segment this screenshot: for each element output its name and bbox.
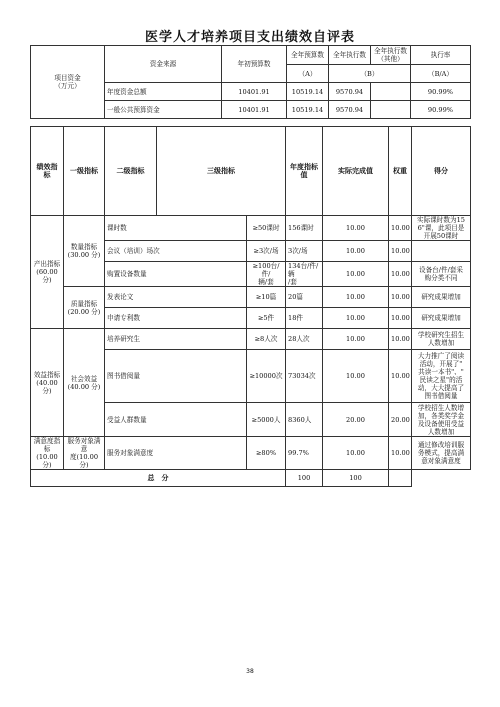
score-cell: 10.00 (389, 308, 412, 329)
header-full-year-budget: 全年预算数 (287, 46, 329, 65)
weight-cell: 10.00 (323, 262, 389, 287)
total-reason (389, 470, 412, 487)
subheader-a: （A） (287, 65, 329, 83)
reason-cell (412, 241, 471, 262)
weight-cell: 10.00 (323, 437, 389, 470)
actual-cell: 20篇 (286, 287, 323, 308)
score-cell: 20.00 (389, 403, 412, 437)
actual-cell: 28人次 (286, 329, 323, 350)
budget-exec-other (371, 101, 411, 119)
score-cell: 10.00 (389, 216, 412, 241)
level2-cell: 服务对象满意 度(10.00 分) (64, 437, 105, 470)
total-weight: 100 (286, 470, 323, 487)
actual-cell: 156课时 (286, 216, 323, 241)
budget-exec-other (371, 83, 411, 101)
level3-cell: 课时数 (105, 216, 247, 241)
performance-table (30, 126, 471, 487)
header-full-year-exec: 全年执行数 (329, 46, 371, 65)
table-row (31, 437, 471, 470)
level3-cell: 发表论文 (105, 287, 247, 308)
level3-cell: 图书借阅量 (105, 350, 247, 403)
score-cell: 10.00 (389, 262, 412, 287)
level3-cell: 会议（培训）场次 (105, 241, 247, 262)
total-label: 总 分 (31, 470, 286, 487)
target-cell: ≥3次/场 (247, 241, 286, 262)
reason-cell: 研究成果增加 (412, 308, 471, 329)
reason-cell: 学校招生人数增 加，各类奖学金 及设备使用受益 人数增加 (412, 403, 471, 437)
score-cell: 10.00 (389, 241, 412, 262)
side-label: 绩效指 标 (31, 127, 64, 216)
weight-cell: 20.00 (323, 403, 389, 437)
target-cell: ≥5000人 (247, 403, 286, 437)
table-row (31, 287, 471, 308)
weight-cell: 10.00 (323, 308, 389, 329)
header-level3: 三级指标 (157, 127, 286, 216)
budget-exec: 9570.94 (329, 83, 371, 101)
actual-cell: 99.7% (286, 437, 323, 470)
header-score: 得分 (412, 127, 471, 216)
reason-cell: 设备台/件/套采 购分类不同 (412, 262, 471, 287)
budget-exec: 9570.94 (329, 101, 371, 119)
target-cell: ≥10000次 (247, 350, 286, 403)
level2-cell: 数量指标 (30.00 分) (64, 216, 105, 287)
budget-source: 年度资金总额 (105, 83, 222, 101)
level1-cell: 效益指标 (40.00 分) (31, 329, 64, 437)
level1-cell: 满意度指 标(10.00 分) (31, 437, 64, 470)
level3-cell: 申请专利数 (105, 308, 247, 329)
reason-cell: 实际课时数为15 6"课，此项目是 开展50课时 (412, 216, 471, 241)
budget-rate: 90.99% (411, 101, 471, 119)
weight-cell: 10.00 (323, 216, 389, 241)
budget-source: 一般公共预算资金 (105, 101, 222, 119)
budget-full: 10519.14 (287, 83, 329, 101)
table-row (31, 216, 471, 241)
reason-cell: 学校研究生招生 人数增加 (412, 329, 471, 350)
target-cell: ≥80% (247, 437, 286, 470)
actual-cell: 18件 (286, 308, 323, 329)
level1-cell: 产出指标 (60.00 分) (31, 216, 64, 329)
score-cell: 10.00 (389, 287, 412, 308)
header-level2: 二级指标 (105, 127, 157, 216)
target-cell: ≥100台/件/ 辆/套 (247, 262, 286, 287)
level2-cell: 质量指标 (20.00 分) (64, 287, 105, 329)
weight-cell: 10.00 (323, 350, 389, 403)
weight-cell: 10.00 (323, 287, 389, 308)
reason-cell: 大力推广了阅读 活动，开展了" 共读一本书"、" 民读之星"的活 动，大大提高了 图书借阅量 (412, 350, 471, 403)
subheader-ba: （B/A） (411, 65, 471, 83)
header-actual: 实际完成值 (323, 127, 389, 216)
table-row (31, 329, 471, 350)
header-source: 资金来源 (105, 46, 222, 83)
level2-cell: 社会效益 (40.00 分) (64, 329, 105, 437)
budget-table (30, 45, 471, 119)
page-number: 38 (246, 668, 254, 675)
reason-cell: 研究成果增加 (412, 287, 471, 308)
page-title: 医学人才培养项目支出绩效自评表 (144, 30, 355, 45)
budget-annual: 10401.91 (222, 83, 287, 101)
target-cell: ≥8人次 (247, 329, 286, 350)
level3-cell: 受益人群数量 (105, 403, 247, 437)
score-cell: 10.00 (389, 329, 412, 350)
target-cell: ≥5件 (247, 308, 286, 329)
level3-cell: 购置设备数量 (105, 262, 247, 287)
header-full-year-exec-other: 全年执行数 （其他） (371, 46, 411, 65)
header-exec-rate: 执行率 (411, 46, 471, 65)
budget-full: 10519.14 (287, 101, 329, 119)
actual-cell: 73034次 (286, 350, 323, 403)
header-target: 年度指标值 (286, 127, 323, 216)
subheader-b: （B） (329, 65, 411, 83)
target-cell: ≥10篇 (247, 287, 286, 308)
level3-cell: 培养研究生 (105, 329, 247, 350)
total-row (31, 470, 471, 487)
level3-cell: 服务对象满意度 (105, 437, 247, 470)
actual-cell: 8360人 (286, 403, 323, 437)
actual-cell: 3次/场 (286, 241, 323, 262)
header-level1: 一级指标 (64, 127, 105, 216)
total-score: 100 (323, 470, 389, 487)
project-funds-label: 项目资金 （万元） (31, 46, 105, 119)
actual-cell: 134台/件/辆 /套 (286, 262, 323, 287)
budget-annual: 10401.91 (222, 101, 287, 119)
target-cell: ≥50课时 (247, 216, 286, 241)
score-cell: 10.00 (389, 437, 412, 470)
weight-cell: 10.00 (323, 329, 389, 350)
header-annual-budget: 年初预算数 (222, 46, 287, 83)
score-cell: 10.00 (389, 350, 412, 403)
reason-cell: 通过修改培训服 务模式，提高满 意对象满意度 (412, 437, 471, 470)
weight-cell: 10.00 (323, 241, 389, 262)
header-weight: 权重 (389, 127, 412, 216)
budget-rate: 90.99% (411, 83, 471, 101)
